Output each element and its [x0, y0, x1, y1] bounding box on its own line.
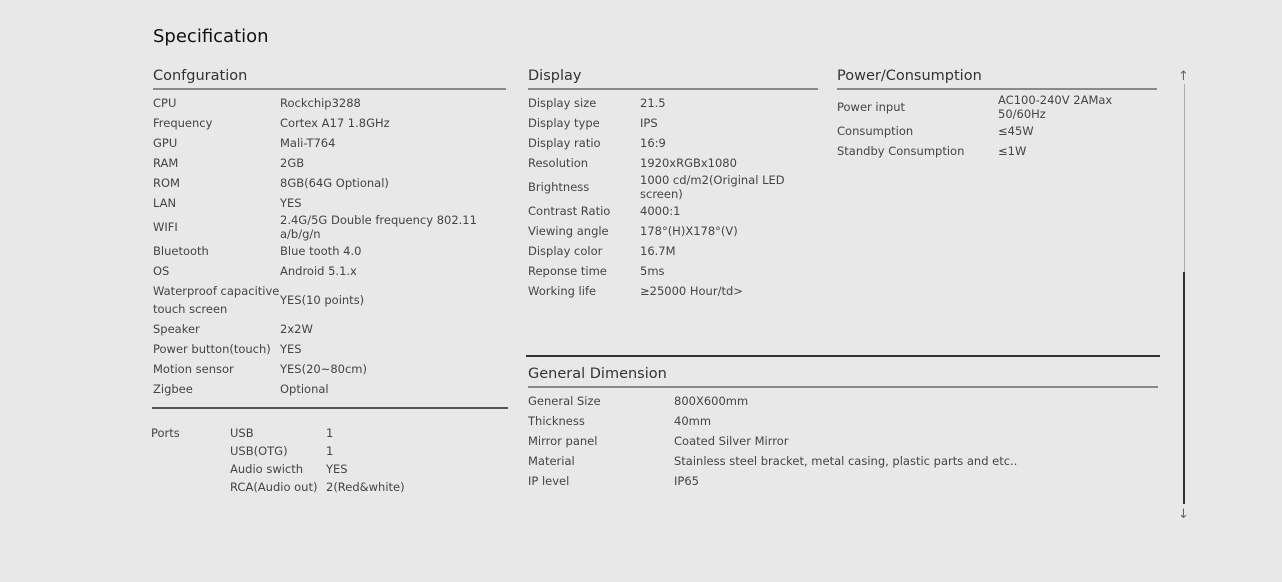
- port-label: Audio swicth: [230, 462, 304, 476]
- spec-row: [528, 201, 818, 221]
- spec-value: 16.7M: [640, 244, 676, 258]
- spec-label: Standby Consumption: [837, 144, 965, 158]
- spec-row: [528, 93, 818, 113]
- spec-value: YES(10 points): [280, 293, 365, 307]
- spec-value: IP65: [674, 474, 699, 488]
- spec-row: [528, 261, 818, 281]
- scroll-thumb[interactable]: [1183, 272, 1185, 504]
- spec-label: CPU: [153, 96, 177, 110]
- spec-row: [153, 93, 506, 113]
- spec-row: [153, 113, 506, 133]
- port-value: 1: [326, 426, 334, 440]
- spec-value: 800X600mm: [674, 394, 749, 408]
- spec-row: [153, 241, 506, 261]
- section-heading: Power/Consumption: [837, 66, 1157, 90]
- spec-label: Consumption: [837, 124, 914, 138]
- port-value: 1: [326, 444, 334, 458]
- ports-label: Ports: [151, 426, 180, 440]
- spec-label: Contrast Ratio: [528, 204, 611, 218]
- spec-row: [528, 411, 1158, 431]
- section-heading: Confguration: [153, 66, 506, 90]
- spec-row: [153, 133, 506, 153]
- port-row: [230, 424, 446, 442]
- spec-label: Power button(touch): [153, 342, 271, 356]
- section-heading: General Dimension: [528, 364, 1158, 388]
- section-divider: [526, 355, 1160, 357]
- spec-value: 2GB: [280, 156, 305, 170]
- spec-row: [153, 193, 506, 213]
- spec-value: 8GB(64G Optional): [280, 176, 389, 190]
- spec-value: 2.4G/5G Double frequency 802.11 a/b/g/n: [280, 213, 477, 241]
- spec-row: [153, 339, 506, 359]
- spec-label: Display size: [528, 96, 597, 110]
- spec-row: [528, 173, 818, 201]
- spec-value: 178°(H)X178°(V): [640, 224, 738, 238]
- spec-row: [837, 93, 1157, 121]
- page-title: Specification: [153, 26, 269, 47]
- arrow-up-icon[interactable]: ↑: [1178, 69, 1189, 84]
- spec-value: YES: [280, 196, 302, 210]
- spec-label: Bluetooth: [153, 244, 209, 258]
- spec-value: Stainless steel bracket, metal casing, plastic parts and etc..: [674, 454, 1018, 468]
- spec-value: YES: [280, 342, 302, 356]
- port-value: YES: [326, 462, 348, 476]
- spec-row: [528, 113, 818, 133]
- spec-label: Viewing angle: [528, 224, 609, 238]
- power-section: [837, 66, 1157, 161]
- configuration-section: [153, 66, 506, 399]
- spec-value: 1000 cd/m2(Original LED screen): [640, 173, 785, 201]
- spec-row: [153, 281, 506, 319]
- spec-label: IP level: [528, 474, 570, 488]
- spec-row: [837, 141, 1157, 161]
- spec-label: Material: [528, 454, 575, 468]
- port-label: RCA(Audio out): [230, 480, 318, 494]
- spec-row: [153, 359, 506, 379]
- port-label: USB: [230, 426, 254, 440]
- spec-row: [153, 261, 506, 281]
- spec-value: 2x2W: [280, 322, 313, 336]
- spec-label: Display type: [528, 116, 600, 130]
- section-heading: Display: [528, 66, 818, 90]
- spec-value: 4000:1: [640, 204, 681, 218]
- spec-label: Waterproof capacitive touch screen: [153, 284, 280, 316]
- spec-value: 21.5: [640, 96, 666, 110]
- port-value: 2(Red&white): [326, 480, 405, 494]
- spec-value: 1920xRGBx1080: [640, 156, 737, 170]
- arrow-down-icon[interactable]: ↓: [1178, 507, 1189, 522]
- spec-label: RAM: [153, 156, 179, 170]
- spec-label: Working life: [528, 284, 597, 298]
- spec-label: Thickness: [528, 414, 585, 428]
- spec-value: Optional: [280, 382, 329, 396]
- spec-value: YES(20~80cm): [280, 362, 367, 376]
- spec-row: [153, 173, 506, 193]
- spec-label: General Size: [528, 394, 601, 408]
- spec-value: 16:9: [640, 136, 666, 150]
- spec-value: 5ms: [640, 264, 665, 278]
- scroll-track[interactable]: [1184, 84, 1185, 272]
- port-label: USB(OTG): [230, 444, 288, 458]
- spec-row: [528, 281, 818, 301]
- spec-row: [528, 451, 1158, 471]
- section-divider: [152, 407, 508, 409]
- spec-label: Display ratio: [528, 136, 601, 150]
- spec-label: Zigbee: [153, 382, 193, 396]
- spec-row: [528, 153, 818, 173]
- spec-row: [153, 319, 506, 339]
- spec-value: ≤1W: [998, 144, 1027, 158]
- spec-value: Android 5.1.x: [280, 264, 357, 278]
- spec-label: Speaker: [153, 322, 200, 336]
- spec-row: [528, 391, 1158, 411]
- spec-value: 40mm: [674, 414, 712, 428]
- spec-label: Frequency: [153, 116, 213, 130]
- spec-value: ≥25000 Hour/td>: [640, 284, 743, 298]
- spec-value: IPS: [640, 116, 658, 130]
- spec-row: [153, 213, 506, 241]
- spec-row: [528, 471, 1158, 491]
- spec-row: [528, 241, 818, 261]
- spec-row: [528, 221, 818, 241]
- spec-value: ≤45W: [998, 124, 1034, 138]
- spec-value: Coated Silver Mirror: [674, 434, 789, 448]
- display-section: [528, 66, 818, 301]
- spec-label: Power input: [837, 100, 906, 114]
- spec-row: [153, 379, 506, 399]
- spec-label: OS: [153, 264, 170, 278]
- spec-label: LAN: [153, 196, 177, 210]
- spec-label: Reponse time: [528, 264, 607, 278]
- spec-row: [528, 431, 1158, 451]
- spec-value: Cortex A17 1.8GHz: [280, 116, 390, 130]
- spec-row: [837, 121, 1157, 141]
- port-row: [230, 460, 446, 478]
- spec-value: Rockchip3288: [280, 96, 361, 110]
- spec-label: Resolution: [528, 156, 589, 170]
- spec-label: Display color: [528, 244, 603, 258]
- spec-row: [528, 133, 818, 153]
- spec-label: GPU: [153, 136, 178, 150]
- spec-row: [153, 153, 506, 173]
- spec-label: Mirror panel: [528, 434, 598, 448]
- spec-value: Blue tooth 4.0: [280, 244, 362, 258]
- spec-label: Motion sensor: [153, 362, 234, 376]
- port-row: [230, 442, 446, 460]
- spec-label: ROM: [153, 176, 180, 190]
- spec-label: WIFI: [153, 220, 178, 234]
- spec-value: Mali-T764: [280, 136, 336, 150]
- spec-value: AC100-240V 2AMax 50/60Hz: [998, 93, 1113, 121]
- port-row: [230, 478, 446, 496]
- spec-label: Brightness: [528, 180, 590, 194]
- general-dimension-section: [528, 364, 1158, 491]
